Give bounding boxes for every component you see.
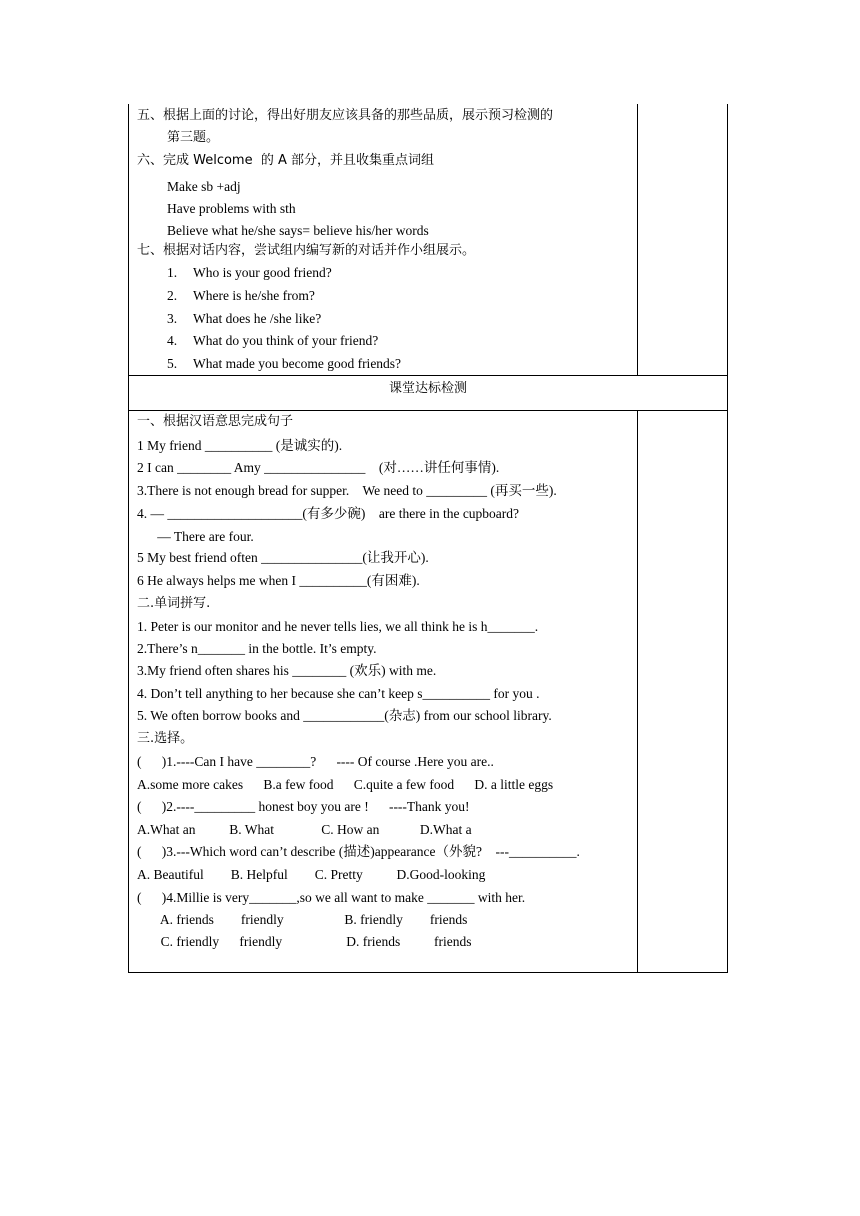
part-2-item: 3.My friend often shares his ________ (欢乐) with me. — [137, 663, 437, 678]
part-1-item: 4. — ____________________(有多少碗) are there in the cupboard? — [137, 506, 520, 521]
part-1-item: 1 My friend __________ (是诚实的). — [137, 438, 343, 453]
part-3-title: 三.选择。 — [137, 731, 194, 746]
part-1-title: 一、根据汉语意思完成句子 — [137, 414, 294, 429]
question-number: 4. — [167, 333, 178, 348]
table-divider-column — [637, 410, 638, 973]
phrase-item: Believe what he/she says= believe his/her words — [167, 223, 429, 238]
part-1-item: 3.There is not enough bread for supper. We need to _________ (再买一些). — [137, 483, 557, 498]
row-separator — [128, 375, 728, 376]
section-header: 课堂达标检测 — [388, 381, 467, 396]
part-1-item: 5 My best friend often _______________(让我开心). — [137, 550, 429, 565]
part-1-item: 6 He always helps me when I __________(有困难). — [137, 573, 420, 588]
item-7: 七、根据对话内容，尝试组内编写新的对话并作小组展示。 — [137, 243, 476, 258]
part-3-item: A. Beautiful B. Helpful C. Pretty D.Good-looking — [137, 867, 486, 882]
item-5-line-1: 五、根据上面的讨论，得出好朋友应该具备的那些品质，展示预习检测的 — [137, 108, 554, 123]
part-2-item: 5. We often borrow books and ____________(杂志) from our school library. — [137, 708, 552, 723]
question-number: 3. — [167, 311, 178, 326]
question-text: Who is your good friend? — [193, 265, 332, 280]
question-text: What made you become good friends? — [193, 356, 402, 371]
question-text: What does he /she like? — [193, 311, 322, 326]
part-1-item: — There are four. — [137, 529, 254, 544]
part-2-title: 二.单词拼写. — [137, 596, 211, 611]
table-divider-column — [637, 104, 638, 375]
part-3-item: ( )2.----_________ honest boy you are ! ----Thank you! — [137, 799, 470, 814]
table-right-border — [727, 104, 728, 973]
part-3-item: ( )3.---Which word can’t describe (描述)appearance（外貌? ---__________. — [137, 844, 580, 859]
part-2-item: 2.There’s n_______ in the bottle. It’s empty. — [137, 641, 377, 656]
question-number: 1. — [167, 265, 178, 280]
question-number: 5. — [167, 356, 178, 371]
part-3-item: A. friends friendly B. friendly friends — [137, 912, 468, 927]
part-2-item: 4. Don’t tell anything to her because she can’t keep s__________ for you . — [137, 686, 540, 701]
item-6: 六、完成 Welcome 的 A 部分，并且收集重点词组 — [137, 153, 435, 168]
part-3-item: A.What an B. What C. How an D.What a — [137, 822, 472, 837]
question-text: What do you think of your friend? — [193, 333, 379, 348]
part-1-item: 2 I can ________ Amy _______________ (对……讲任何事情). — [137, 460, 500, 475]
table-bottom-border — [128, 972, 728, 973]
part-2-item: 1. Peter is our monitor and he never tells lies, we all think he is h_______. — [137, 619, 539, 634]
item-5-line-2: 第三题。 — [167, 130, 220, 145]
question-text: Where is he/she from? — [193, 288, 315, 303]
table-left-border — [128, 104, 129, 973]
question-number: 2. — [167, 288, 178, 303]
part-3-item: ( )4.Millie is very_______,so we all want to make _______ with her. — [137, 890, 526, 905]
phrase-item: Make sb +adj — [167, 179, 241, 194]
row-separator — [128, 410, 728, 411]
phrase-item: Have problems with sth — [167, 201, 296, 216]
part-3-item: C. friendly friendly D. friends friends — [137, 934, 472, 949]
part-3-item: ( )1.----Can I have ________? ---- Of course .Here you are.. — [137, 754, 494, 769]
part-3-item: A.some more cakes B.a few food C.quite a few food D. a little eggs — [137, 777, 554, 792]
